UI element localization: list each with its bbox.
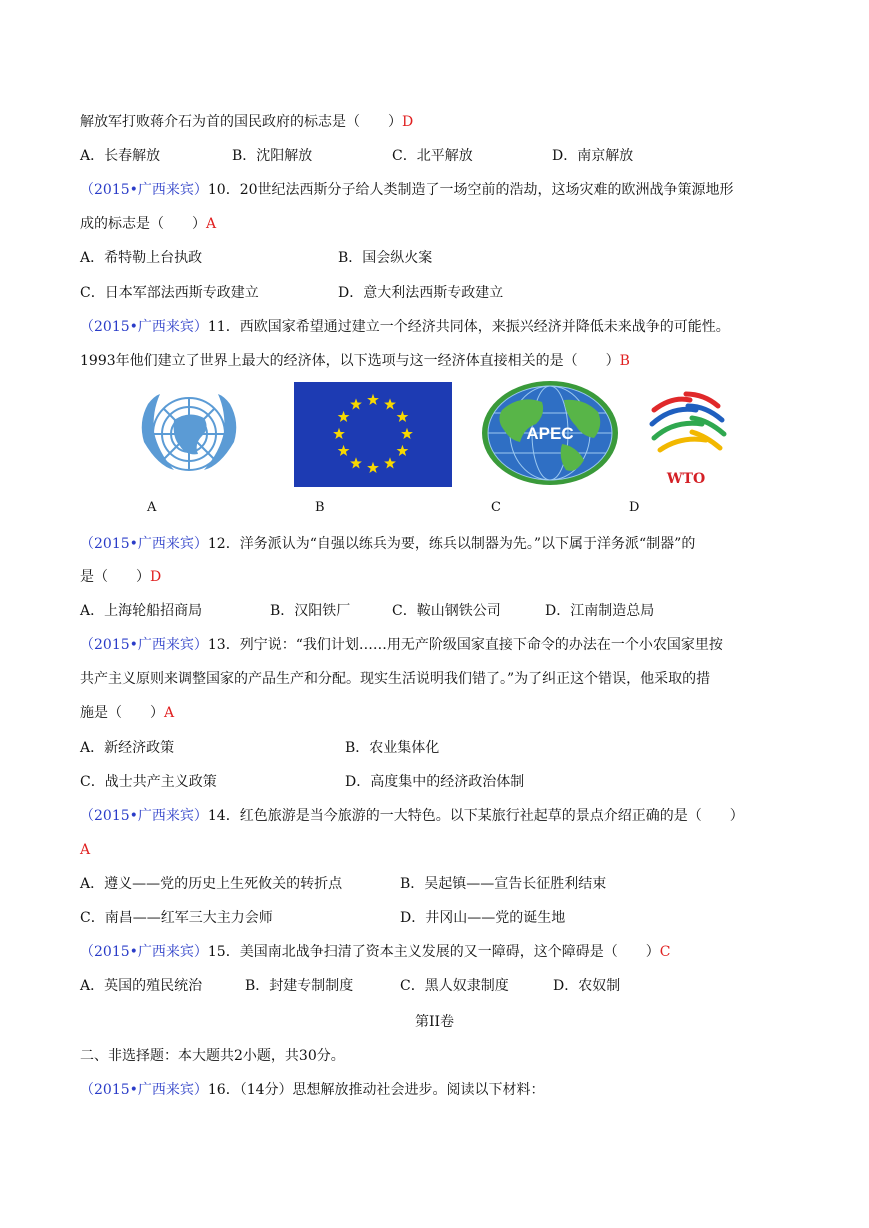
q12-option-d: D．江南制造总局 (545, 603, 655, 619)
q15-stem: （2015•广西来宾）15．美国南北战争扫清了资本主义发展的又一障碍，这个障碍是（ ）C (80, 944, 671, 960)
q13-stem-line3: 施是（ ）A (80, 705, 175, 721)
q9-option-b: B．沈阳解放 (232, 148, 313, 164)
logo-label-b: B (315, 500, 325, 515)
q11-source: （2015•广西来宾） (80, 319, 208, 335)
apec-logo-image (480, 380, 620, 486)
q15-option-b: B．封建专制制度 (245, 978, 354, 994)
q13-option-a: A．新经济政策 (80, 740, 175, 756)
q10-stem-line1: （2015•广西来宾）10．20世纪法西斯分子给人类制造了一场空前的浩劫，这场灾难的欧洲战争策源地形 (80, 182, 734, 198)
q12-stem-line2: 是（ ）D (80, 569, 162, 585)
q10-answer: A (206, 216, 217, 232)
q14-option-b: B．吴起镇——宣告长征胜利结束 (400, 876, 607, 892)
q9-option-d: D．南京解放 (552, 148, 634, 164)
logo-label-d: D (629, 500, 640, 515)
q14-option-d: D．井冈山——党的诞生地 (400, 910, 566, 926)
q16-stem: （2015•广西来宾）16．（14分）思想解放推动社会进步。阅读以下材料： (80, 1082, 545, 1098)
section-heading: 二、非选择题：本大题共2小题，共30分。 (80, 1048, 345, 1064)
q13-stem-line2: 共产主义原则来调整国家的产品生产和分配。现实生活说明我们错了。”为了纠正这个错误，他采取的措 (80, 671, 711, 687)
q13-stem-line1: （2015•广西来宾）13．列宁说：“我们计划……用无产阶级国家直接下命令的办法在一个小农国家里按 (80, 637, 723, 653)
q13-answer: A (164, 705, 175, 721)
q9-stem: 解放军打败蒋介石为首的国民政府的标志是（ ）D (80, 114, 414, 130)
q12-source: （2015•广西来宾） (80, 536, 208, 552)
q16-source: （2015•广西来宾） (80, 1082, 208, 1098)
q14-option-a: A．遵义——党的历史上生死攸关的转折点 (80, 876, 343, 892)
q14-answer: A (80, 842, 91, 858)
logo-label-c: C (491, 500, 501, 515)
q15-answer: C (659, 944, 671, 960)
q9-answer: D (402, 114, 414, 130)
q14-source: （2015•广西来宾） (80, 808, 208, 824)
q13-option-b: B．农业集体化 (345, 740, 440, 756)
q12-option-b: B．汉阳铁厂 (270, 603, 351, 619)
q15-option-d: D．农奴制 (553, 978, 621, 994)
q10-stem-line2: 成的标志是（ ）A (80, 216, 217, 232)
q10-option-c: C．日本军部法西斯专政建立 (80, 285, 259, 301)
q12-option-a: A．上海轮船招商局 (80, 603, 203, 619)
q15-option-a: A．英国的殖民统治 (80, 978, 203, 994)
wto-logo-text: WTO (666, 471, 706, 487)
q9-option-c: C．北平解放 (392, 148, 473, 164)
volume-title: 第II卷 (414, 1014, 455, 1030)
eu-flag-image (294, 382, 452, 487)
un-emblem-image (134, 382, 244, 486)
q12-option-c: C．鞍山钢铁公司 (392, 603, 501, 619)
q12-stem-line1: （2015•广西来宾）12．洋务派认为“自强以练兵为要，练兵以制器为先。”以下属于洋务派“制器”的 (80, 536, 696, 552)
q10-option-d: D．意大利法西斯专政建立 (338, 285, 504, 301)
q11-stem-line2: 1993年他们建立了世界上最大的经济体，以下选项与这一经济体直接相关的是（ ）B (80, 353, 630, 369)
q12-answer: D (150, 569, 162, 585)
q13-option-c: C．战士共产主义政策 (80, 774, 217, 790)
q13-option-d: D．高度集中的经济政治体制 (345, 774, 525, 790)
apec-logo-text: APEC (526, 424, 574, 443)
q14-stem-line1: （2015•广西来宾）14．红色旅游是当今旅游的一大特色。以下某旅行社起草的景点介绍正确的是（ ） (80, 808, 744, 824)
q14-stem-line2 (80, 840, 90, 860)
q11-stem-line1: （2015•广西来宾）11．西欧国家希望通过建立一个经济共同体，来振兴经济并降低未来战争的可能性。 (80, 319, 730, 335)
q14-option-c: C．南昌——红军三大主力会师 (80, 910, 273, 926)
q10-option-a: A．希特勒上台执政 (80, 250, 203, 266)
q11-answer: B (619, 353, 630, 369)
q9-option-a: A．长春解放 (80, 148, 161, 164)
wto-logo-image (642, 384, 730, 488)
q15-source: （2015•广西来宾） (80, 944, 208, 960)
logo-label-a: A (147, 500, 157, 515)
q10-source: （2015•广西来宾） (80, 182, 208, 198)
q13-source: （2015•广西来宾） (80, 637, 208, 653)
q15-option-c: C．黑人奴隶制度 (400, 978, 509, 994)
q10-option-b: B．国会纵火案 (338, 250, 433, 266)
